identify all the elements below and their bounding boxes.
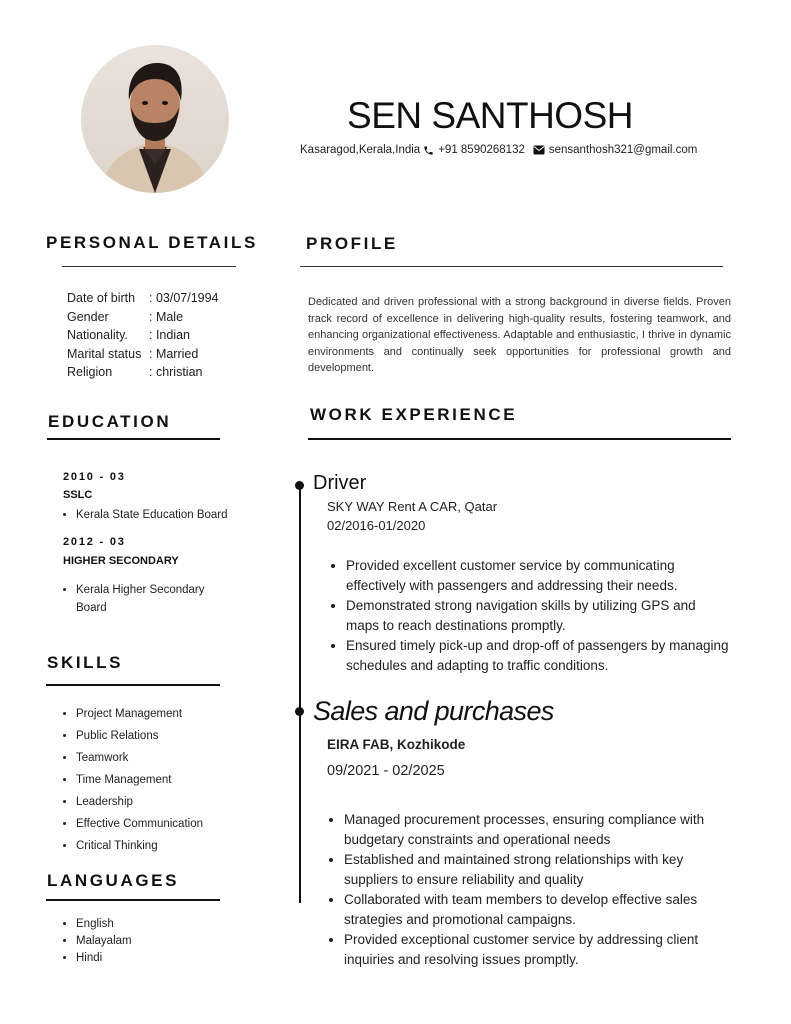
education-divider (47, 438, 220, 440)
personal-value: : Married (149, 346, 199, 361)
education-level: SSLC (63, 489, 93, 501)
education-board: • Kerala Higher Secondary Board (76, 581, 236, 617)
job-duty: • Collaborated with team members to develop effective sales strategies and promotional campaigns. (344, 890, 734, 930)
personal-details-heading: PERSONAL DETAILS (46, 233, 258, 252)
personal-value: : christian (149, 365, 203, 379)
job-duty: • Managed procurement processes, ensuring compliance with budgetary constraints and operational needs (344, 810, 734, 850)
candidate-name: SEN SANTHOSH (347, 95, 633, 136)
language-item: • English (76, 916, 256, 933)
languages-list (62, 916, 256, 967)
skill-item: • Time Management (76, 769, 256, 791)
skills-heading: SKILLS (47, 653, 124, 672)
skill-item: • Public Relations (76, 725, 256, 747)
personal-row-dob (67, 291, 219, 310)
personal-value: : Male (149, 309, 184, 324)
phone-icon (423, 145, 434, 156)
personal-value: : Indian (149, 328, 191, 342)
languages-heading: LANGUAGES (47, 871, 180, 890)
email-text: sensanthosh321@gmail.com (548, 144, 698, 156)
work-experience-heading: WORK EXPERIENCE (310, 405, 518, 424)
job-dates: 02/2016-01/2020 (327, 518, 426, 533)
job-title: Sales and purchases (313, 696, 554, 726)
personal-label: Marital status (67, 346, 142, 361)
email-icon (533, 145, 545, 155)
personal-row-religion (67, 365, 219, 384)
skill-item: • Leadership (76, 791, 256, 813)
personal-details-list (67, 291, 219, 384)
profile-photo (81, 45, 229, 193)
personal-label: Nationality. (67, 328, 128, 342)
skill-item: • Effective Communication (76, 813, 256, 835)
personal-value: : 03/07/1994 (149, 291, 219, 305)
work-experience-divider (308, 438, 731, 440)
timeline-line (299, 485, 301, 903)
education-level: HIGHER SECONDARY (63, 555, 179, 567)
job-duty: • Established and maintained strong relationships with key suppliers to ensure reliability and quality (344, 850, 734, 890)
skill-item: • Critical Thinking (76, 835, 256, 857)
timeline-dot (295, 707, 304, 716)
education-board-list (62, 506, 256, 524)
education-date: 2012 - 03 (63, 536, 126, 548)
job-duty: • Provided exceptional customer service by addressing client inquiries and resolving issues promptly. (344, 930, 734, 970)
languages-divider (46, 899, 220, 901)
personal-row-marital (67, 347, 219, 366)
personal-row-nationality (67, 328, 219, 347)
job-title: Driver (313, 472, 367, 494)
skill-item: • Teamwork (76, 747, 256, 769)
job-duty: • Demonstrated strong navigation skills by utilizing GPS and maps to reach destinations promptly. (346, 596, 731, 636)
job-duty: • Provided excellent customer service by communicating effectively with passengers and addressing their needs. (346, 556, 731, 596)
job-company: EIRA FAB, Kozhikode (327, 737, 466, 752)
education-heading: EDUCATION (48, 412, 172, 431)
phone-text: +91 8590268132 (438, 144, 525, 156)
profile-photo-illustration (81, 45, 229, 193)
language-item: • Hindi (76, 950, 256, 967)
skill-item: • Project Management (76, 703, 256, 725)
contact-line (300, 144, 720, 156)
job-duties (328, 556, 731, 676)
job-company: SKY WAY Rent A CAR, Qatar (327, 499, 498, 514)
job-dates: 09/2021 - 02/2025 (327, 763, 445, 779)
job-duty: • Ensured timely pick-up and drop-off of passengers by managing schedules and adapting to traffic conditions. (346, 636, 731, 676)
job-duties (326, 810, 734, 970)
skills-divider (46, 684, 220, 686)
location-text: Kasaragod,Kerala,India (300, 144, 421, 156)
timeline-dot (295, 481, 304, 490)
language-item: • Malayalam (76, 933, 256, 950)
personal-label: Date of birth (67, 291, 136, 305)
profile-divider (300, 266, 723, 267)
skills-list (62, 703, 256, 857)
personal-label: Gender (67, 309, 109, 324)
education-date: 2010 - 03 (63, 471, 126, 483)
profile-heading: PROFILE (306, 234, 398, 253)
education-board: • Kerala State Education Board (76, 506, 256, 524)
education-board-list (62, 581, 236, 617)
personal-row-gender (67, 310, 219, 329)
profile-summary: Dedicated and driven professional with a strong background in diverse fields. Proven track record of excellence in delivering high-quality results, fostering teamwork, and enhancing organizational effectiveness. Adaptable and enthusiastic, I thrive in dynamic environments and continually seek opportunities for professional growth and development. (308, 296, 731, 374)
personal-label: Religion (67, 365, 113, 379)
personal-details-divider (62, 266, 236, 267)
